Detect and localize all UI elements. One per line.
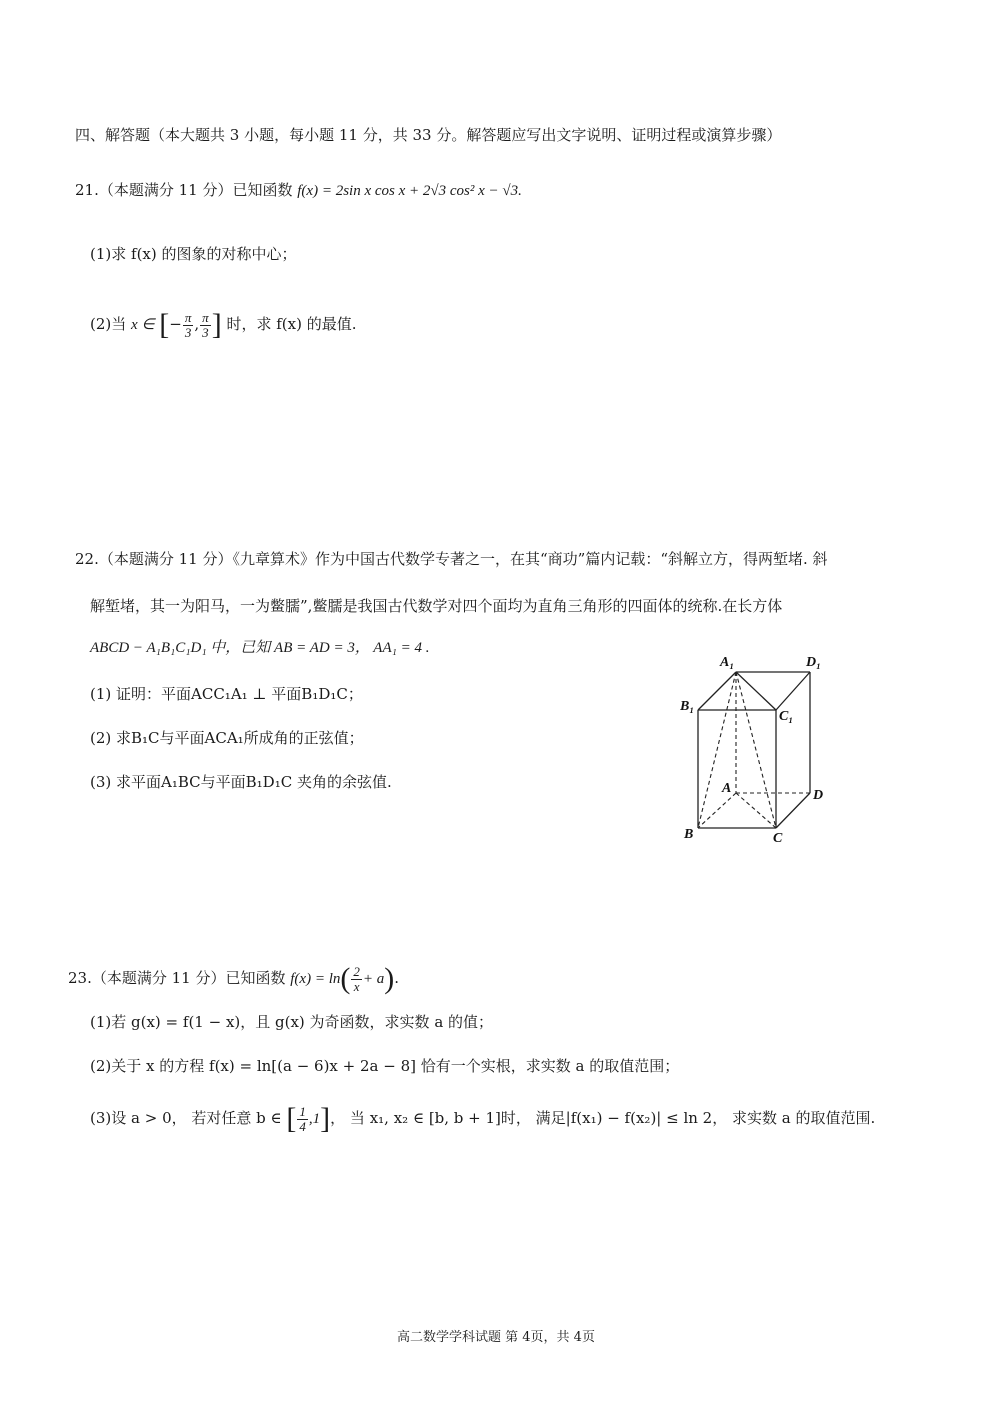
- q21-frac1-num: π: [184, 309, 192, 325]
- q21-stem-prefix: 21.（本题满分 11 分）已知函数: [75, 181, 293, 199]
- q23-part3-prefix: (3)设 a > 0， 若对任意 b ∈: [90, 1109, 282, 1127]
- q23-frac-den: x: [353, 978, 360, 994]
- q22-part2: (2) 求B₁C与平面ACA₁所成角的正弦值；: [90, 729, 364, 747]
- q21-frac2-num: π: [202, 309, 209, 325]
- q21-frac1-den: 3: [184, 324, 192, 340]
- label-b: B: [684, 827, 694, 842]
- q22-part3: (3) 求平面A₁BC与平面B₁D₁C 夹角的余弦值.: [90, 773, 392, 791]
- q23-frac-num: 2: [353, 963, 360, 979]
- q22-line1: 22.（本题满分 11 分）《九章算术》作为中国古代数学专著之一，在其“商功”篇内记载：“斜解立方，得两堑堵. 斜: [75, 550, 828, 568]
- q22-line2: 解堑堵，其一为阳马，一为鳖臑”,鳖臑是我国古代数学对四个面均为直角三角形的四面体的统称.在长方体: [90, 597, 783, 615]
- edge-a1b1: [698, 672, 736, 710]
- edge-ac-hidden: [736, 793, 776, 828]
- q23-frac: [351, 965, 362, 994]
- right-bracket: ]: [320, 1102, 331, 1135]
- q21-frac1: [183, 311, 194, 340]
- edge-ab-hidden: [698, 793, 736, 828]
- q23-p3-tail: ,1: [308, 1111, 321, 1127]
- q23-stem-prefix: 23.（本题满分 11 分）已知函数: [68, 969, 286, 987]
- q21-formula: f(x) = 2sin x cos x + 2√3 cos² x − √3.: [297, 183, 522, 199]
- label-c: C: [773, 831, 783, 845]
- q21-part2: (2)当 x ∈ [− $\frac{\pi}{3}$ , $\frac{\pi}{3}$ ] 时，求 f(x) 的最值.: [90, 308, 357, 341]
- q21-frac2-den: 3: [202, 324, 209, 340]
- q21-stem: [75, 180, 522, 201]
- q23-part2: (2)关于 x 的方程 f(x) = ln[(a − 6)x + 2a − 8] 恰有一个实根，求实数 a 的取值范围；: [90, 1057, 680, 1075]
- q22-line3: ABCD − A₁B₁C₁D₁ 中，已知 AB = AD = 3， AA₁ = 4 .: [90, 640, 430, 656]
- right-bracket: ]: [211, 308, 222, 341]
- right-paren: ): [384, 962, 395, 995]
- edge-cd: [776, 793, 810, 828]
- left-bracket: [: [159, 308, 170, 341]
- left-bracket: [: [286, 1102, 297, 1135]
- section-heading: 四、解答题（本大题共 3 小题，每小题 11 分，共 33 分。解答题应写出文字说明、证明过程或演算步骤）: [75, 126, 782, 144]
- q23-part3-suffix: ， 当 x₁, x₂ ∈ [b, b + 1]时， 满足|f(x₁) − f(x₂)| ≤ ln 2， 求实数 a 的取值范围.: [330, 1109, 876, 1127]
- q21-frac2: [200, 311, 211, 340]
- label-d: D: [813, 788, 824, 803]
- q23-stem: 23.（本题满分 11 分）已知函数 f(x) = ln( $\frac{2}{x}$ + a).: [68, 962, 400, 995]
- label-a: A: [722, 781, 732, 796]
- q23-part1: (1)若 g(x) = f(1 − x)，且 g(x) 为奇函数，求实数 a 的值；: [90, 1013, 494, 1031]
- q22-part1: (1) 证明：平面ACC₁A₁ ⊥ 平面B₁D₁C；: [90, 685, 363, 703]
- cuboid-figure: [680, 650, 830, 845]
- label-d1: D₁: [806, 655, 821, 670]
- q23-p3-frac-den: 4: [299, 1118, 306, 1134]
- edge-a1b-hidden: [698, 672, 736, 828]
- q21-part1: (1)求 f(x) 的图象的对称中心；: [90, 245, 297, 263]
- q23-p3-frac: [297, 1105, 308, 1134]
- page-footer: 高二数学学科试题 第 4页，共 4页: [397, 1330, 595, 1345]
- q21-part2-var: x ∈: [131, 317, 155, 333]
- q23-p3-frac-num: 1: [299, 1103, 306, 1119]
- left-paren: (: [340, 962, 351, 995]
- edge-a1c1: [736, 672, 776, 710]
- edge-a1c-hidden: [736, 672, 776, 828]
- edge-d1c1: [776, 672, 810, 710]
- q23-f-tail: + a: [362, 971, 385, 987]
- q23-f-lhs: f(x) = ln: [290, 971, 341, 987]
- label-a1: A₁: [720, 655, 735, 670]
- q21-part2-prefix: (2)当: [90, 315, 127, 333]
- q23-part3: [90, 1100, 875, 1136]
- label-b1: B₁: [680, 699, 695, 714]
- q21-part2-suffix: 时，求 f(x) 的最值.: [226, 315, 357, 333]
- label-c1: C₁: [779, 709, 794, 724]
